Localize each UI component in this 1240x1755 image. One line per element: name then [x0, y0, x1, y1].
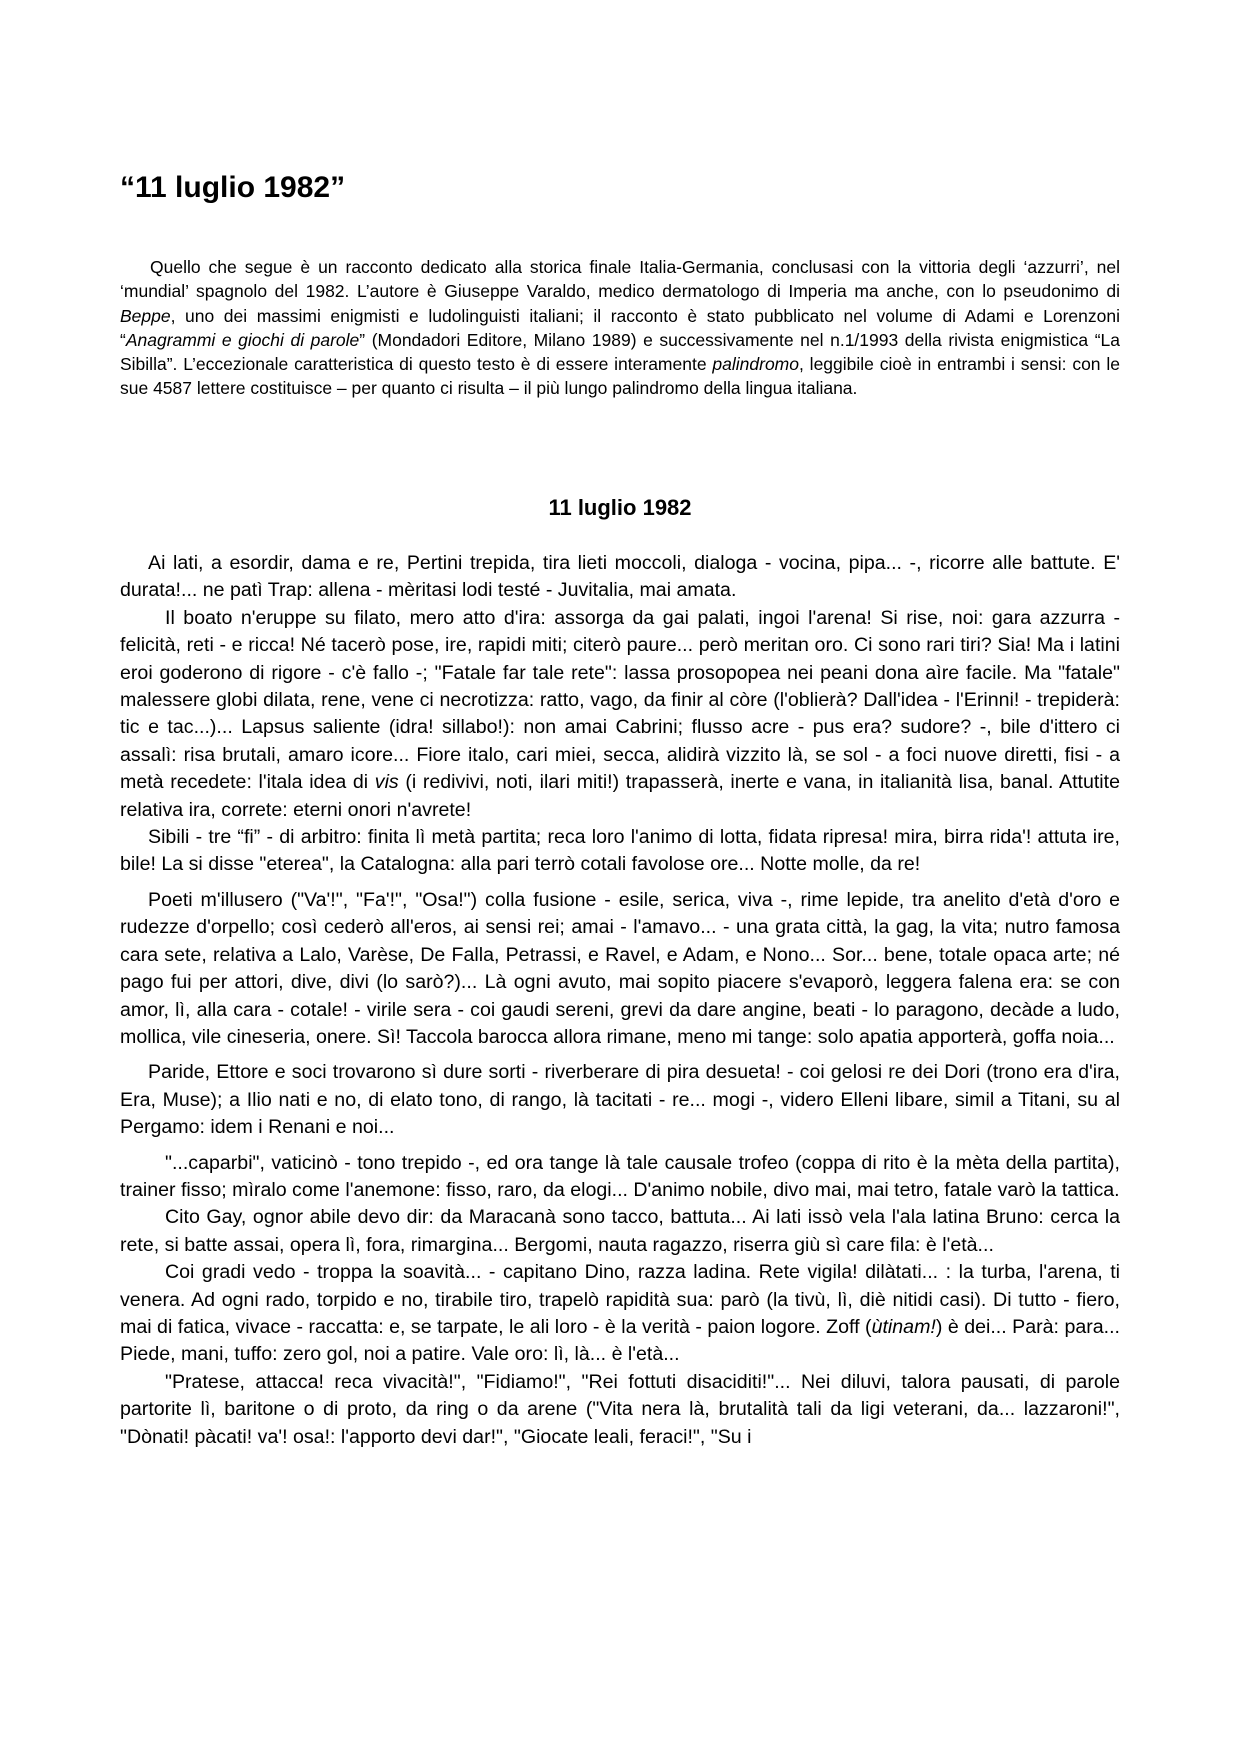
story-paragraph-3: Sibili - tre “fi” - di arbitro: finita lì metà partita; reca loro l'animo di lotta, fidata ripresa! mira, birra rida'! attuta ire, bile! La si disse "eterea", la Catalogna: alla pari terrò cotali favolose ore... Notte molle, da re!	[120, 826, 1120, 876]
story-title: 11 luglio 1982	[548, 495, 692, 520]
intro-text-3: ” (Mondadori Editore, Milano 1989) e successivamente nel n.1/1993 della rivista enigmistica “La Sibilla”. L’eccezionale caratteristica di questo testo è di essere interamente	[120, 329, 1120, 375]
intro-pseudonym: Beppe	[120, 305, 171, 326]
intro-text-2: , uno dei massimi enigmisti e ludolinguisti italiani; il racconto è stato pubblicato nel volume di Adami e Lorenzoni “	[120, 305, 1120, 350]
story-paragraph-8	[120, 1259, 1120, 1369]
story-paragraph-4: Poeti m'illusero ("Va'!", "Fa'!", "Osa!") colla fusione - esile, serica, viva -, rime lepide, tra anelito d'età d'oro e rudezze d'orpello; così cederò all'eros, ai sensi rei; amai - l'amavo... - una grata città, la gag, la vita; nutro famosa cara sete, relativa a Lalo, Varèse, De Falla, Petrassi, e Ravel, e Adam, e Nono... Sor... bene, totale opaca arte; né pago fui per attori, dive, divi (lo sarò?)... Là ogni avuto, mai sopito piacere s'evaporò, leggera falena era: se con amor, lì, alla cara - cotale! - virile sera - coi gaudi sereni, grevi da dare angine, beati - lo paragono, decàde a ludo, mollica, vile cineseria, onere. Sì! Taccola barocca allora rimane, meno mi tange: solo apatia apporterà, goffa noia...	[120, 888, 1120, 1048]
intro-text-4: , leggibile cioè in entrambi i sensi: con le sue 4587 lettere costituisce – per quanto ci risulta – il più lungo palindromo della lingua italiana.	[120, 354, 1120, 399]
story-paragraph-8-part-1: Coi gradi vedo - troppa la soavità... - capitano Dino, razza ladina. Rete vigila! dilàtati... : la turba, l'arena, ti venera. Ad ogni rado, torpido e no, tirabile tiro, trapelò rapidità sua: parò (la tivù, lì, diè nitidi casi). Di tutto - fiero, mai di fatica, vivace - raccatta: e, se tarpate, le ali loro - è la verità - paion logore. Zoff (	[120, 1261, 1120, 1338]
story-word-vis: vis	[374, 771, 399, 794]
story-word-utinam: ùtinam!	[871, 1315, 936, 1338]
story-paragraph-6: "...caparbi", vaticinò - tono trepido -, ed ora tange là tale causale trofeo (coppa di rito è la mèta della partita), trainer fisso; mìralo come l'anemone: fisso, raro, da elogi... D'animo nobile, divo mai, mai tetro, fatale varò la tattica.	[120, 1151, 1120, 1201]
story-paragraph-8-part-2: ) è dei... Parà: para... Piede, mani, tuffo: zero gol, noi a patire. Vale oro: lì, là... è l'età...	[120, 1315, 1120, 1366]
intro-book-title: Anagrammi e giochi di parole	[125, 329, 360, 350]
story-body	[120, 550, 1120, 1451]
intro-paragraph	[120, 255, 1120, 401]
intro-palindromo: palindromo	[712, 354, 799, 375]
story-paragraph-2-part-1: Il boato n'eruppe su filato, mero atto d'ira: assorga da gai palati, ingoi l'arena! Si rise, noi: gara azzurra - felicità, reti - e ricca! Né tacerò pose, ire, rapidi miti; citerò paure... però meritan oro. Ci sono rari tiri? Sia! Ma i latini eroi goderono di rigore - c'è fallo -; "Fatale far tale rete": lassa prosopopea nei peani dona aìre facile. Ma "fatale" malessere globi dilata, rene, vene ci necrotizza: ratto, vago, da finir al còre (l'oblierà? Dall'idea - l'Erinni! - trepiderà: tic e tac...)... Lapsus saliente (idra! sillabo!): non amai Cabrini; flusso acre - pus era? sudore? -, bile d'ittero ci assalì: risa brutali, amaro icore... Fiore italo, cari miei, secca, alidirà vizzito là, se sol - a foci nuove diretti, fisi - a metà recedete: l'itala idea di	[120, 606, 1120, 794]
story-paragraph-2-part-2: (i redivivi, noti, ilari miti!) trapasserà, inerte e vana, in italianità lisa, banal. Attutite relativa ira, correte: eterni onori n'avrete!	[120, 771, 1120, 821]
story-paragraph-7: Cito Gay, ognor abile devo dir: da Maracanà sono tacco, battuta... Ai lati issò vela l'ala latina Bruno: cerca la rete, si batte assai, opera lì, fora, rimargina... Bergomi, nauta ragazzo, riserra giù sì care fila: è l'età...	[120, 1206, 1120, 1256]
story-paragraph-9: "Pratese, attacca! reca vivacità!", "Fidiamo!", "Rei fottuti disaciditi!"... Nei diluvi, talora pausati, di parole partorite lì, baritone o di proto, da ring o da arene ("Vita nera là, brutalità tali da ligi veterani, da... lazzaroni!", "Dònati! pàcati! va'! osa!: l'apporto devi dar!", "Giocate leali, feraci!", "Su i	[120, 1370, 1120, 1448]
story-paragraph-2	[120, 605, 1120, 824]
page-title: “11 luglio 1982”	[120, 171, 346, 204]
intro-text-1: Quello che segue è un racconto dedicato alla storica finale Italia-Germania, conclusasi con la vittoria degli ‘azzurri’, nel ‘mundial’ spagnolo del 1982. L’autore è Giuseppe Varaldo, medico dermatologo di Imperia ma anche, con lo pseudonimo di	[120, 257, 1120, 302]
story-paragraph-5: Paride, Ettore e soci trovarono sì dure sorti - riverberare di pira desueta! - coi gelosi re dei Dori (trono era d'ira, Era, Muse); a Ilio nati e no, di elato tono, di rango, là tacitati - re... mogi -, videro Elleni libare, simil a Titani, su al Pergamo: idem i Renani e noi...	[120, 1061, 1120, 1139]
story-paragraph-1: Ai lati, a esordir, dama e re, Pertini trepida, tira lieti moccoli, dialoga - vocina, pipa... -, ricorre alle battute. E' durata!... ne patì Trap: allena - mèritasi lodi testé - Juvitalia, mai amata.	[120, 552, 1120, 602]
